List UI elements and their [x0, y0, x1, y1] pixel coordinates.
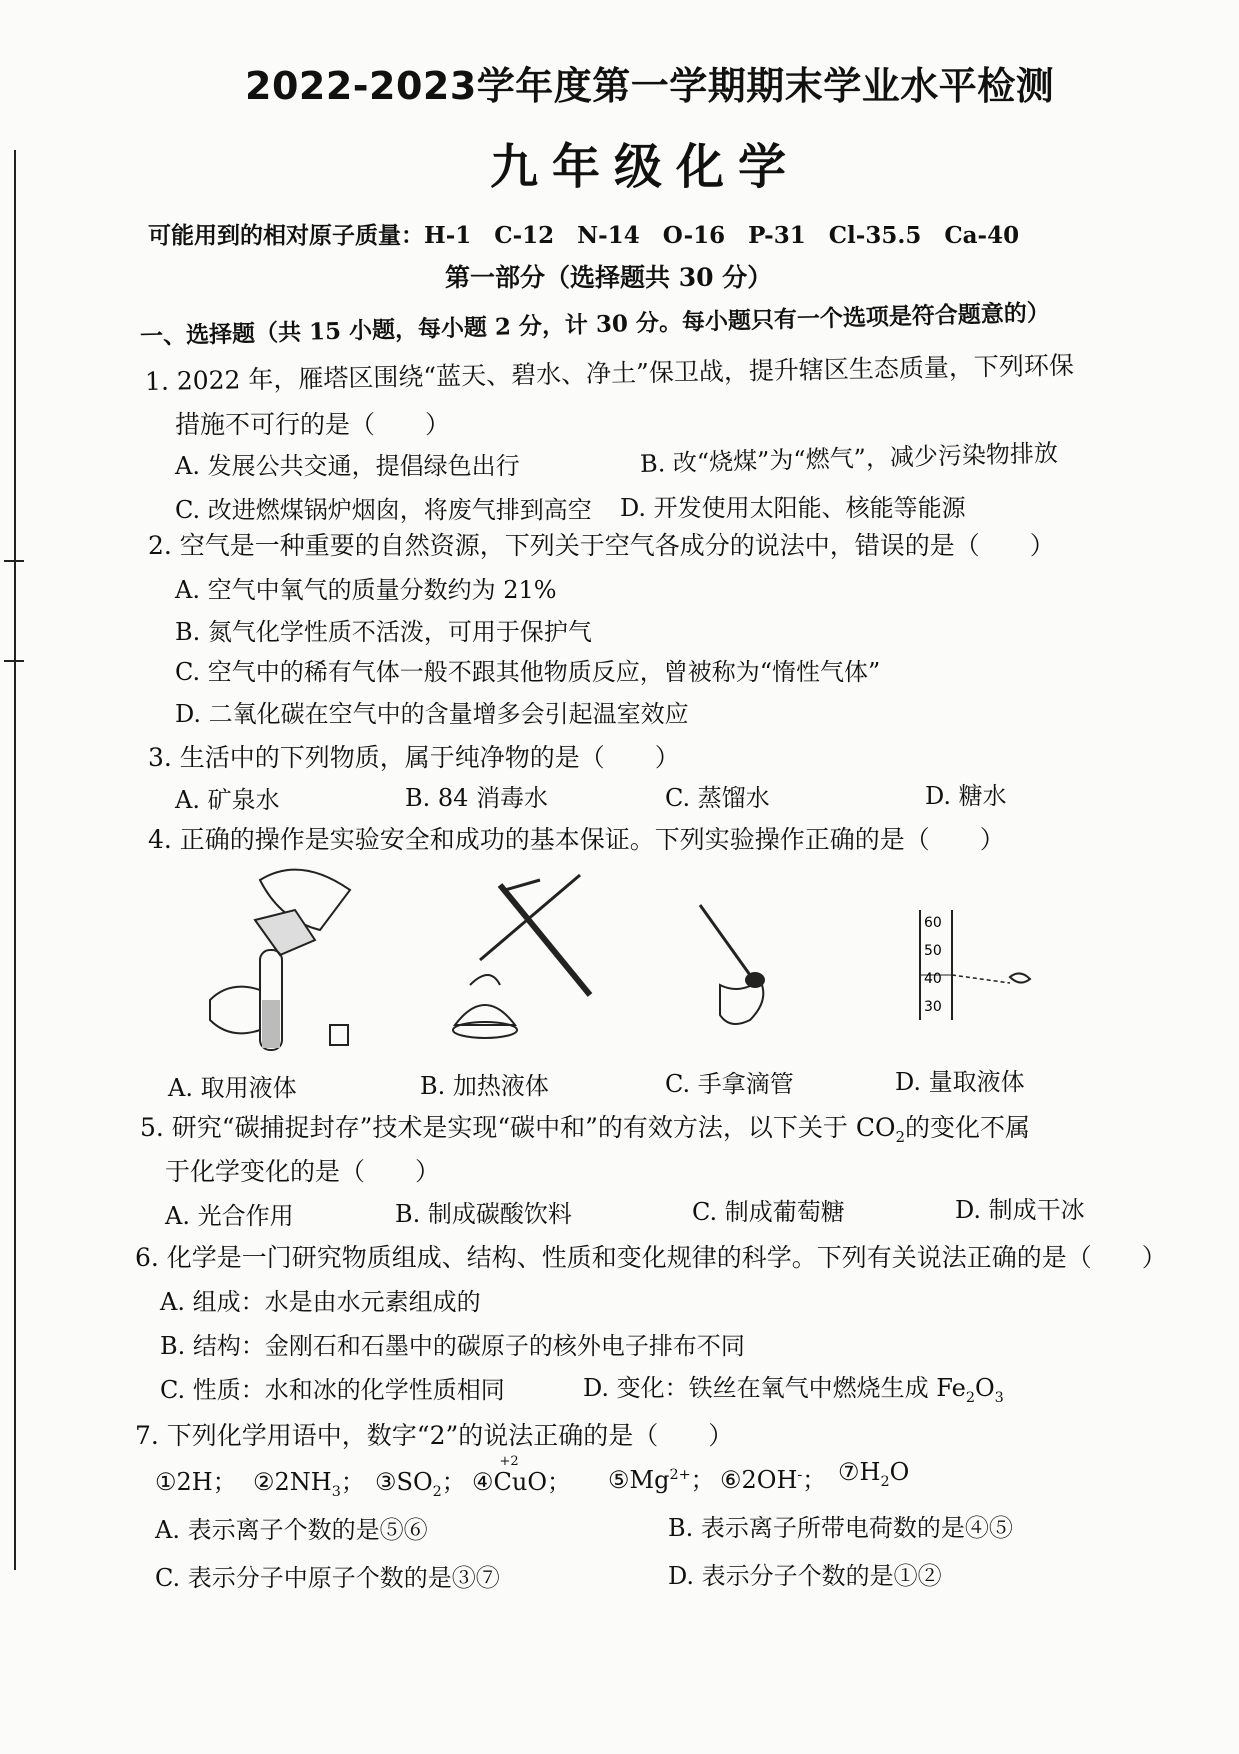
q2-option-c[interactable]: C. 空气中的稀有气体一般不跟其他物质反应，曾被称为“惰性气体”	[175, 658, 881, 686]
q6-option-d[interactable]: D. 变化：铁丝在氧气中燃烧生成 $Fe_2O_3$	[583, 1374, 1004, 1406]
figure-dropper	[690, 895, 810, 1045]
q4-option-c[interactable]: C. 手拿滴管	[665, 1070, 794, 1098]
q2-stem: 2. 空气是一种重要的自然资源，下列关于空气各成分的说法中，错误的是（ ）	[148, 531, 1055, 560]
cylinder-tick-50: 50	[924, 943, 942, 959]
q7-item-2: $②2NH_3$；	[253, 1468, 365, 1500]
q5-option-b[interactable]: B. 制成碳酸饮料	[395, 1200, 572, 1228]
figure-heat-liquid	[430, 865, 610, 1045]
q7-item-7: $⑦H_2O$	[838, 1458, 910, 1490]
q1-option-d[interactable]: D. 开发使用太阳能、核能等能源	[620, 494, 966, 522]
q2-option-d[interactable]: D. 二氧化碳在空气中的含量增多会引起温室效应	[175, 700, 689, 728]
exam-subject: 九年级化学	[490, 139, 801, 195]
q3-stem: 3. 生活中的下列物质，属于纯净物的是（ ）	[148, 743, 680, 772]
q3-option-c[interactable]: C. 蒸馏水	[665, 784, 770, 812]
q7-stem: 7. 下列化学用语中，数字“2”的说法正确的是（ ）	[135, 1421, 734, 1450]
q5-stem-line2: 于化学变化的是（ ）	[165, 1157, 441, 1186]
q4-option-a[interactable]: A. 取用液体	[168, 1074, 297, 1102]
q1-option-a[interactable]: A. 发展公共交通，提倡绿色出行	[175, 452, 520, 480]
cylinder-tick-40: 40	[924, 971, 942, 987]
section-heading: 一、选择题（共 15 小题，每小题 2 分，计 30 分。每小题只有一个选项是符合题意的）	[139, 299, 1051, 350]
q2-option-a[interactable]: A. 空气中氧气的质量分数约为 21%	[175, 576, 557, 604]
q5-option-a[interactable]: A. 光合作用	[165, 1202, 294, 1230]
q5-option-c[interactable]: C. 制成葡萄糖	[692, 1198, 845, 1226]
q7-item-5: $⑤Mg^{2+}$；	[608, 1466, 715, 1494]
q1-option-c[interactable]: C. 改进燃煤锅炉烟囱，将废气排到高空	[175, 496, 592, 524]
q5-stem-line1: 5. 研究“碳捕捉封存”技术是实现“碳中和”的有效方法，以下关于 $CO_2$的变化不属	[140, 1113, 1031, 1146]
q7-option-c[interactable]: C. 表示分子中原子个数的是③⑦	[155, 1564, 500, 1592]
binding-line	[14, 150, 16, 1570]
q4-option-d[interactable]: D. 量取液体	[895, 1068, 1025, 1096]
q7-item-3: $③SO_2$；	[375, 1468, 466, 1500]
q7-item-1: ①2H；	[155, 1468, 237, 1496]
q6-option-b[interactable]: B. 结构：金刚石和石墨中的碳原子的核外电子排布不同	[160, 1332, 745, 1360]
exam-title: 2022-2023学年度第一学期期末学业水平检测	[245, 64, 1055, 108]
q4-option-b[interactable]: B. 加热液体	[420, 1072, 549, 1100]
q1-stem-line2: 措施不可行的是（ ）	[175, 410, 451, 439]
figure-measuring-cylinder	[910, 905, 1050, 1025]
q1-stem-line1: 1. 2022 年，雁塔区围绕“蓝天、碧水、净土”保卫战，提升辖区生态质量，下列环保	[144, 350, 1075, 396]
q7-item-4: ④ +2 CuO；	[472, 1454, 572, 1496]
q6-option-c[interactable]: C. 性质：水和冰的化学性质相同	[160, 1376, 505, 1404]
q3-option-b[interactable]: B. 84 消毒水	[405, 784, 549, 812]
atomic-masses: 可能用到的相对原子质量：H-1 C-12 N-14 O-16 P-31 Cl-35.5 Ca-40	[148, 222, 1020, 249]
q1-option-b[interactable]: B. 改“烧煤”为“燃气”，减少污染物排放	[639, 439, 1059, 478]
q4-stem: 4. 正确的操作是实验安全和成功的基本保证。下列实验操作正确的是（ ）	[148, 825, 1005, 854]
cylinder-tick-60: 60	[924, 915, 942, 931]
binding-mark	[4, 660, 24, 662]
q7-option-d[interactable]: D. 表示分子个数的是①②	[668, 1562, 942, 1590]
q7-option-a[interactable]: A. 表示离子个数的是⑤⑥	[155, 1516, 428, 1544]
q2-option-b[interactable]: B. 氮气化学性质不活泼，可用于保护气	[175, 618, 592, 646]
q7-option-b[interactable]: B. 表示离子所带电荷数的是④⑤	[668, 1514, 1013, 1542]
q3-option-a[interactable]: A. 矿泉水	[175, 786, 280, 814]
q5-option-d[interactable]: D. 制成干冰	[955, 1196, 1085, 1224]
figure-pour-liquid	[200, 860, 370, 1060]
part-one-heading: 第一部分（选择题共 30 分）	[445, 263, 773, 292]
q3-option-d[interactable]: D. 糖水	[925, 782, 1007, 810]
q6-stem: 6. 化学是一门研究物质组成、结构、性质和变化规律的科学。下列有关说法正确的是（ ）	[135, 1243, 1167, 1272]
binding-mark	[4, 560, 24, 562]
q6-option-a[interactable]: A. 组成：水是由水元素组成的	[160, 1288, 481, 1316]
cylinder-tick-30: 30	[924, 999, 942, 1015]
q7-item-6: ⑥2OH-；	[720, 1466, 827, 1494]
